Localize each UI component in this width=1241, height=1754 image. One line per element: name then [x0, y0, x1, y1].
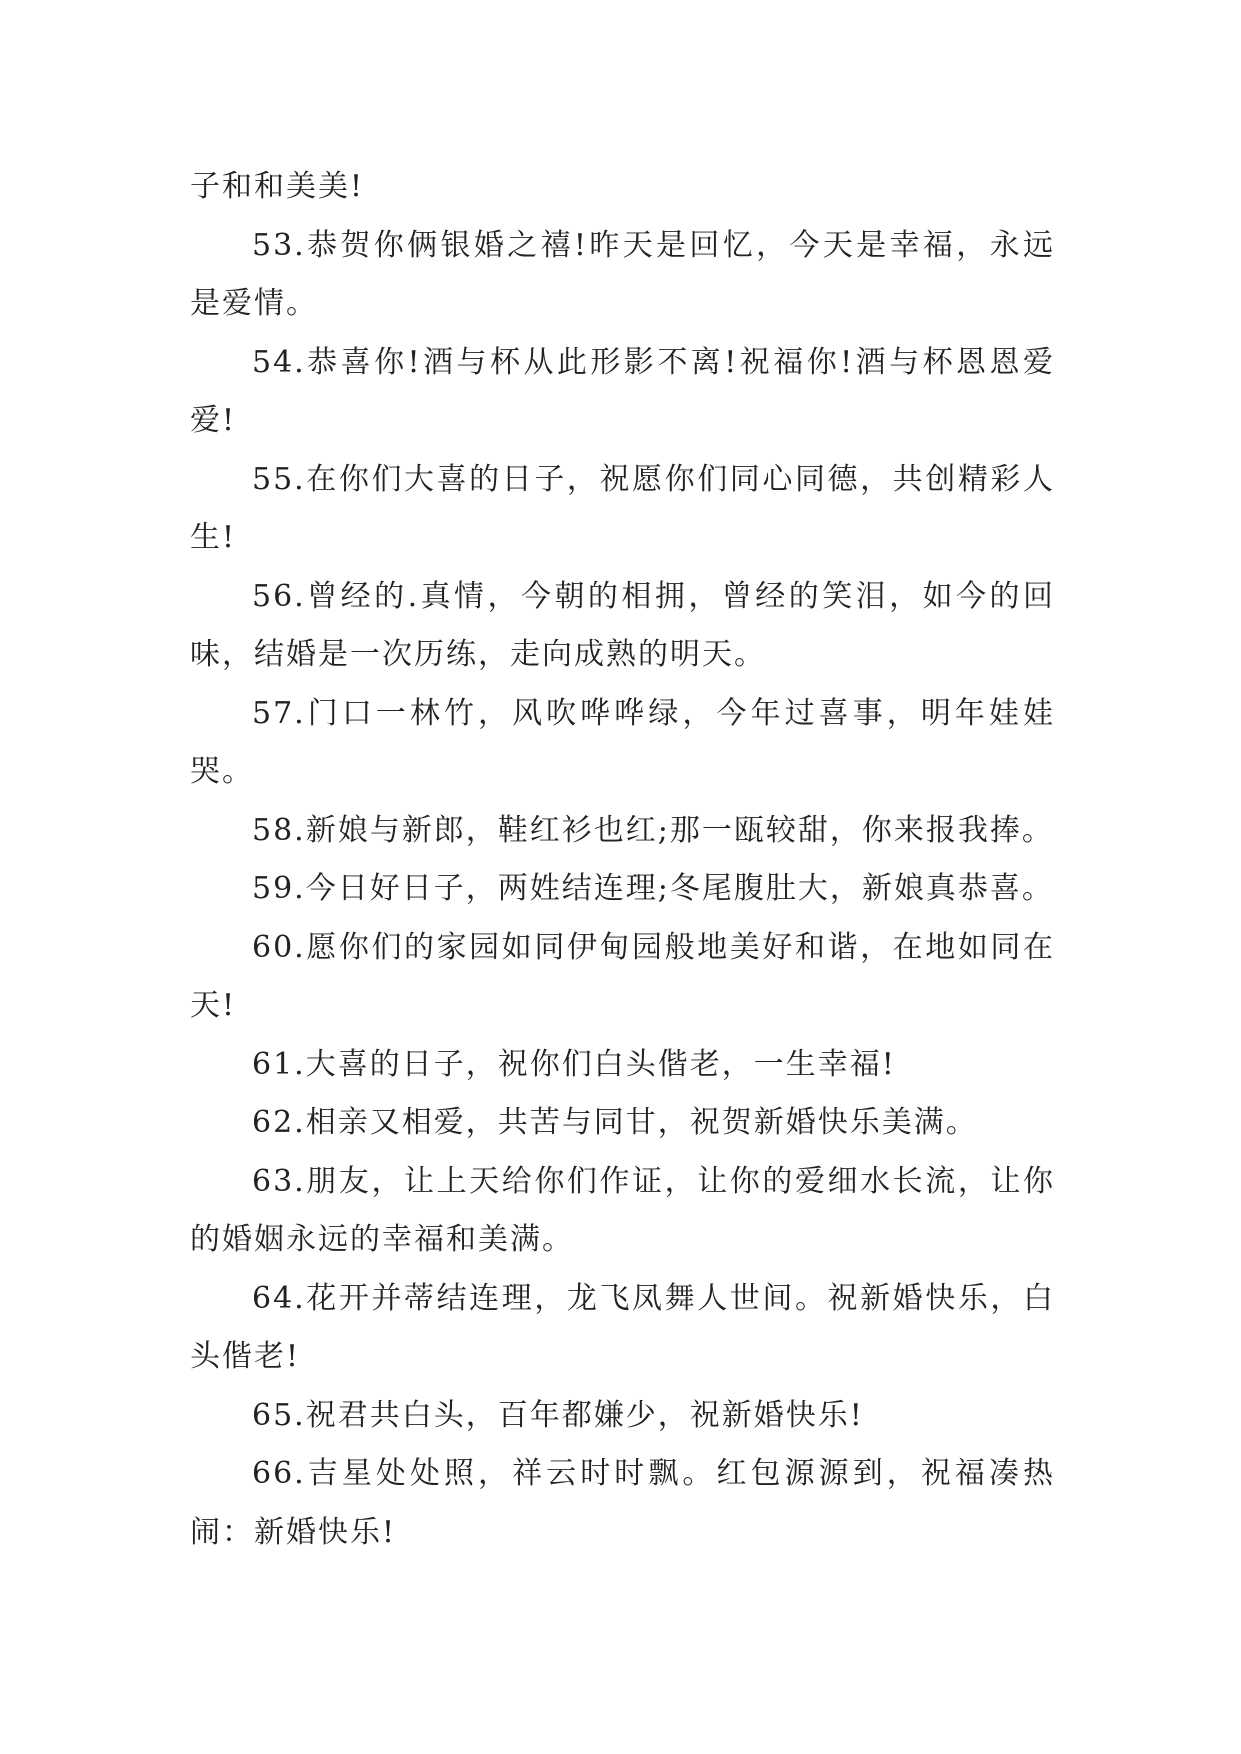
paragraph-63: 63.朋友，让上天给你们作证，让你的爱细水长流，让你的婚姻永远的幸福和美满。	[190, 1163, 1055, 1257]
document-body	[190, 158, 1055, 1562]
paragraph-60: 60.愿你们的家园如同伊甸园般地美好和谐，在地如同在天!	[190, 929, 1055, 1023]
paragraph-61: 61.大喜的日子，祝你们白头偕老，一生幸福!	[252, 1046, 896, 1082]
paragraph-59: 59.今日好日子，两姓结连理;冬尾腹肚大，新娘真恭喜。	[252, 871, 1054, 906]
paragraph-66: 66.吉星处处照，祥云时时飘。红包源源到，祝福凑热闹：新婚快乐!	[190, 1456, 1055, 1550]
paragraph-57: 57.门口一林竹，风吹哗哗绿，今年过喜事，明年娃娃哭。	[190, 695, 1055, 789]
paragraph-65: 65.祝君共白头，百年都嫌少，祝新婚快乐!	[252, 1397, 864, 1433]
paragraph-56: 56.曾经的.真情，今朝的相拥，曾经的笑泪，如今的回味，结婚是一次历练，走向成熟的明天。	[190, 578, 1055, 672]
paragraph-64: 64.花开并蒂结连理，龙飞凤舞人世间。祝新婚快乐，白头偕老!	[190, 1280, 1055, 1374]
paragraph-54: 54.恭喜你!酒与杯从此形影不离!祝福你!酒与杯恩恩爱爱!	[190, 344, 1055, 438]
paragraph-52-continuation: 子和和美美!	[190, 169, 365, 204]
paragraph-62: 62.相亲又相爱，共苦与同甘，祝贺新婚快乐美满。	[252, 1105, 978, 1140]
paragraph-55: 55.在你们大喜的日子，祝愿你们同心同德，共创精彩人生!	[190, 461, 1055, 555]
paragraph-53: 53.恭贺你俩银婚之禧!昨天是回忆，今天是幸福，永远是爱情。	[190, 227, 1055, 321]
paragraph-58: 58.新娘与新郎，鞋红衫也红;那一瓯较甜，你来报我捧。	[252, 812, 1054, 848]
